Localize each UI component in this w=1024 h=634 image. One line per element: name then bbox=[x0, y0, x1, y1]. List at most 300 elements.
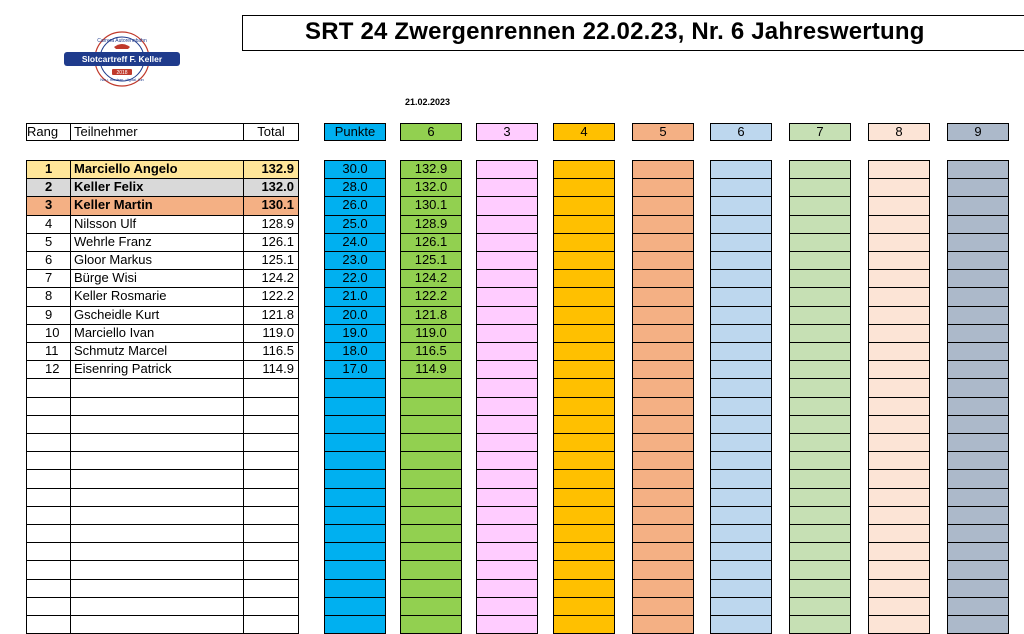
punkte-cell: 20.0 bbox=[324, 306, 386, 325]
race-1-cell bbox=[400, 597, 462, 616]
club-logo bbox=[62, 30, 182, 88]
total-cell: 132.0 bbox=[243, 178, 299, 197]
race-7-cell bbox=[868, 360, 930, 379]
race-1-cell bbox=[400, 615, 462, 634]
rang-cell: 9 bbox=[26, 306, 71, 325]
rang-cell: 12 bbox=[26, 360, 71, 379]
total-cell bbox=[243, 488, 299, 507]
race-3-cell bbox=[553, 342, 615, 361]
race-4-cell bbox=[632, 360, 694, 379]
race-3-cell bbox=[553, 269, 615, 288]
race-4-cell bbox=[632, 342, 694, 361]
rang-cell bbox=[26, 415, 71, 434]
race-4-cell bbox=[632, 215, 694, 234]
rang-cell bbox=[26, 397, 71, 416]
name-cell bbox=[70, 560, 244, 580]
race-5-cell bbox=[710, 178, 772, 197]
header-total: Total bbox=[243, 123, 299, 141]
race-6-cell bbox=[789, 287, 851, 307]
header-race-5: 6 bbox=[710, 123, 772, 141]
race-8-cell bbox=[947, 360, 1009, 379]
race-7-cell bbox=[868, 469, 930, 489]
race-4-cell bbox=[632, 269, 694, 288]
name-cell bbox=[70, 488, 244, 507]
race-7-cell bbox=[868, 196, 930, 216]
race-5-cell bbox=[710, 542, 772, 561]
race-4-cell bbox=[632, 397, 694, 416]
race-7-cell bbox=[868, 251, 930, 270]
punkte-cell: 21.0 bbox=[324, 287, 386, 307]
race-2-cell bbox=[476, 506, 538, 525]
race-5-cell bbox=[710, 615, 772, 634]
name-cell: Nilsson Ulf bbox=[70, 215, 244, 234]
total-cell: 130.1 bbox=[243, 196, 299, 216]
punkte-cell bbox=[324, 615, 386, 634]
race-8-cell bbox=[947, 342, 1009, 361]
race-1-cell: 126.1 bbox=[400, 233, 462, 252]
race-2-cell bbox=[476, 542, 538, 561]
race-4-cell bbox=[632, 178, 694, 197]
race-3-cell bbox=[553, 378, 615, 398]
race-4-cell bbox=[632, 233, 694, 252]
race-2-cell bbox=[476, 324, 538, 343]
race-3-cell bbox=[553, 397, 615, 416]
name-cell: Wehrle Franz bbox=[70, 233, 244, 252]
total-cell: 125.1 bbox=[243, 251, 299, 270]
race-7-cell bbox=[868, 378, 930, 398]
rang-cell: 8 bbox=[26, 287, 71, 307]
race-8-cell bbox=[947, 542, 1009, 561]
name-cell bbox=[70, 542, 244, 561]
race-2-cell bbox=[476, 397, 538, 416]
page-title: SRT 24 Zwergenrennen 22.02.23, Nr. 6 Jahreswertung bbox=[305, 18, 925, 45]
rang-cell bbox=[26, 615, 71, 634]
race-2-cell bbox=[476, 524, 538, 543]
total-cell bbox=[243, 524, 299, 543]
total-cell bbox=[243, 542, 299, 561]
rang-cell bbox=[26, 378, 71, 398]
race-5-cell bbox=[710, 233, 772, 252]
race-7-cell bbox=[868, 451, 930, 470]
race-7-cell bbox=[868, 560, 930, 580]
header-race-6: 7 bbox=[789, 123, 851, 141]
race-5-cell bbox=[710, 488, 772, 507]
race-3-cell bbox=[553, 488, 615, 507]
race-5-cell bbox=[710, 560, 772, 580]
race-3-cell bbox=[553, 560, 615, 580]
race-1-cell bbox=[400, 415, 462, 434]
name-cell bbox=[70, 615, 244, 634]
race-2-cell bbox=[476, 251, 538, 270]
race-6-cell bbox=[789, 360, 851, 379]
race-6-cell bbox=[789, 433, 851, 452]
header-race-1: 6 bbox=[400, 123, 462, 141]
name-cell bbox=[70, 524, 244, 543]
race-6-cell bbox=[789, 469, 851, 489]
race-2-cell bbox=[476, 469, 538, 489]
race-1-cell: 124.2 bbox=[400, 269, 462, 288]
race-4-cell bbox=[632, 287, 694, 307]
race-5-cell bbox=[710, 287, 772, 307]
name-cell: Eisenring Patrick bbox=[70, 360, 244, 379]
logo-bottom-text: Neu, modern, digital, fun bbox=[100, 77, 144, 82]
race-5-cell bbox=[710, 433, 772, 452]
rang-cell: 5 bbox=[26, 233, 71, 252]
total-cell: 126.1 bbox=[243, 233, 299, 252]
race-4-cell bbox=[632, 433, 694, 452]
punkte-cell: 23.0 bbox=[324, 251, 386, 270]
race-5-cell bbox=[710, 360, 772, 379]
rang-cell bbox=[26, 451, 71, 470]
race-2-cell bbox=[476, 433, 538, 452]
race-1-cell: 119.0 bbox=[400, 324, 462, 343]
race-8-cell bbox=[947, 560, 1009, 580]
race-6-cell bbox=[789, 251, 851, 270]
race-8-cell bbox=[947, 469, 1009, 489]
total-cell: 132.9 bbox=[243, 160, 299, 179]
race-5-cell bbox=[710, 597, 772, 616]
total-cell: 116.5 bbox=[243, 342, 299, 361]
race-3-cell bbox=[553, 579, 615, 598]
race-2-cell bbox=[476, 615, 538, 634]
logo-main-text: Slotcartreff F. Keller bbox=[81, 54, 163, 64]
race-6-cell bbox=[789, 506, 851, 525]
rang-cell bbox=[26, 469, 71, 489]
punkte-cell bbox=[324, 469, 386, 489]
race-8-cell bbox=[947, 215, 1009, 234]
race-5-cell bbox=[710, 306, 772, 325]
rang-cell bbox=[26, 597, 71, 616]
race-1-cell: 121.8 bbox=[400, 306, 462, 325]
total-cell: 119.0 bbox=[243, 324, 299, 343]
name-cell bbox=[70, 397, 244, 416]
race-3-cell bbox=[553, 469, 615, 489]
race-7-cell bbox=[868, 524, 930, 543]
punkte-cell bbox=[324, 597, 386, 616]
race-8-cell bbox=[947, 287, 1009, 307]
rang-cell bbox=[26, 506, 71, 525]
race-6-cell bbox=[789, 196, 851, 216]
race-8-cell bbox=[947, 378, 1009, 398]
race-3-cell bbox=[553, 524, 615, 543]
race-1-cell: 125.1 bbox=[400, 251, 462, 270]
race-7-cell bbox=[868, 397, 930, 416]
race-1-cell bbox=[400, 579, 462, 598]
punkte-cell bbox=[324, 579, 386, 598]
race-1-cell: 128.9 bbox=[400, 215, 462, 234]
total-cell: 121.8 bbox=[243, 306, 299, 325]
punkte-cell: 19.0 bbox=[324, 324, 386, 343]
race-8-cell bbox=[947, 269, 1009, 288]
race-4-cell bbox=[632, 160, 694, 179]
race-5-cell bbox=[710, 506, 772, 525]
total-cell bbox=[243, 560, 299, 580]
race-2-cell bbox=[476, 306, 538, 325]
race-3-cell bbox=[553, 160, 615, 179]
race-7-cell bbox=[868, 306, 930, 325]
rang-cell bbox=[26, 488, 71, 507]
name-cell bbox=[70, 433, 244, 452]
race-5-cell bbox=[710, 397, 772, 416]
name-cell: Keller Rosmarie bbox=[70, 287, 244, 307]
race-4-cell bbox=[632, 560, 694, 580]
name-cell: Marciello Angelo bbox=[70, 160, 244, 179]
total-cell bbox=[243, 506, 299, 525]
race-7-cell bbox=[868, 269, 930, 288]
race-3-cell bbox=[553, 415, 615, 434]
race-8-cell bbox=[947, 506, 1009, 525]
name-cell bbox=[70, 597, 244, 616]
header-race-8: 9 bbox=[947, 123, 1009, 141]
header-race-2: 3 bbox=[476, 123, 538, 141]
punkte-cell bbox=[324, 397, 386, 416]
race-7-cell bbox=[868, 579, 930, 598]
race-6-cell bbox=[789, 415, 851, 434]
race-7-cell bbox=[868, 178, 930, 197]
race-8-cell bbox=[947, 433, 1009, 452]
race-8-cell bbox=[947, 196, 1009, 216]
punkte-cell: 25.0 bbox=[324, 215, 386, 234]
race-5-cell bbox=[710, 324, 772, 343]
race-6-cell bbox=[789, 324, 851, 343]
name-cell: Schmutz Marcel bbox=[70, 342, 244, 361]
race-6-cell bbox=[789, 542, 851, 561]
race-3-cell bbox=[553, 360, 615, 379]
punkte-cell bbox=[324, 542, 386, 561]
name-cell bbox=[70, 506, 244, 525]
race-6-cell bbox=[789, 579, 851, 598]
race-3-cell bbox=[553, 433, 615, 452]
punkte-cell: 18.0 bbox=[324, 342, 386, 361]
race-3-cell bbox=[553, 178, 615, 197]
race-6-cell bbox=[789, 306, 851, 325]
name-cell bbox=[70, 469, 244, 489]
race-2-cell bbox=[476, 215, 538, 234]
punkte-cell: 24.0 bbox=[324, 233, 386, 252]
race-6-cell bbox=[789, 215, 851, 234]
rang-cell bbox=[26, 579, 71, 598]
race-6-cell bbox=[789, 597, 851, 616]
race-1-cell: 122.2 bbox=[400, 287, 462, 307]
race-6-cell bbox=[789, 615, 851, 634]
total-cell: 128.9 bbox=[243, 215, 299, 234]
punkte-cell bbox=[324, 415, 386, 434]
race-5-cell bbox=[710, 342, 772, 361]
race-2-cell bbox=[476, 560, 538, 580]
name-cell: Gloor Markus bbox=[70, 251, 244, 270]
race-5-cell bbox=[710, 378, 772, 398]
race-7-cell bbox=[868, 233, 930, 252]
race-4-cell bbox=[632, 579, 694, 598]
race-2-cell bbox=[476, 597, 538, 616]
total-cell bbox=[243, 433, 299, 452]
race-6-cell bbox=[789, 269, 851, 288]
race-5-cell bbox=[710, 579, 772, 598]
race-3-cell bbox=[553, 287, 615, 307]
race-8-cell bbox=[947, 178, 1009, 197]
logo-year: 2018 bbox=[116, 70, 128, 76]
race-2-cell bbox=[476, 178, 538, 197]
race-2-cell bbox=[476, 415, 538, 434]
race-1-cell bbox=[400, 488, 462, 507]
total-cell bbox=[243, 378, 299, 398]
race-4-cell bbox=[632, 378, 694, 398]
race-7-cell bbox=[868, 433, 930, 452]
race-7-cell bbox=[868, 160, 930, 179]
race-5-cell bbox=[710, 160, 772, 179]
race-3-cell bbox=[553, 615, 615, 634]
race-5-cell bbox=[710, 215, 772, 234]
punkte-cell bbox=[324, 524, 386, 543]
race-7-cell bbox=[868, 597, 930, 616]
race-8-cell bbox=[947, 233, 1009, 252]
race-4-cell bbox=[632, 451, 694, 470]
race-7-cell bbox=[868, 215, 930, 234]
name-cell bbox=[70, 415, 244, 434]
rang-cell: 3 bbox=[26, 196, 71, 216]
race-6-cell bbox=[789, 342, 851, 361]
race-4-cell bbox=[632, 415, 694, 434]
race-5-cell bbox=[710, 524, 772, 543]
header-race-4: 5 bbox=[632, 123, 694, 141]
punkte-cell bbox=[324, 488, 386, 507]
header-teilnehmer: Teilnehmer bbox=[70, 123, 244, 141]
race-3-cell bbox=[553, 451, 615, 470]
race-8-cell bbox=[947, 160, 1009, 179]
race-4-cell bbox=[632, 615, 694, 634]
rang-cell: 7 bbox=[26, 269, 71, 288]
race-8-cell bbox=[947, 306, 1009, 325]
race-6-cell bbox=[789, 560, 851, 580]
punkte-cell bbox=[324, 433, 386, 452]
race-1-cell bbox=[400, 469, 462, 489]
race-8-cell bbox=[947, 524, 1009, 543]
race-3-cell bbox=[553, 324, 615, 343]
total-cell: 114.9 bbox=[243, 360, 299, 379]
header-race-3: 4 bbox=[553, 123, 615, 141]
rang-cell bbox=[26, 433, 71, 452]
race-6-cell bbox=[789, 451, 851, 470]
race-4-cell bbox=[632, 196, 694, 216]
total-cell bbox=[243, 579, 299, 598]
race-2-cell bbox=[476, 451, 538, 470]
race-4-cell bbox=[632, 597, 694, 616]
race-2-cell bbox=[476, 233, 538, 252]
race-4-cell bbox=[632, 469, 694, 489]
rang-cell bbox=[26, 542, 71, 561]
name-cell: Marciello Ivan bbox=[70, 324, 244, 343]
race-8-cell bbox=[947, 397, 1009, 416]
name-cell bbox=[70, 378, 244, 398]
race-2-cell bbox=[476, 579, 538, 598]
race-8-cell bbox=[947, 451, 1009, 470]
race-6-cell bbox=[789, 397, 851, 416]
race-4-cell bbox=[632, 251, 694, 270]
race-6-cell bbox=[789, 160, 851, 179]
race-2-cell bbox=[476, 360, 538, 379]
race-2-cell bbox=[476, 269, 538, 288]
race-3-cell bbox=[553, 506, 615, 525]
race-7-cell bbox=[868, 415, 930, 434]
race-1-cell bbox=[400, 542, 462, 561]
name-cell: Gscheidle Kurt bbox=[70, 306, 244, 325]
name-cell: Bürge Wisi bbox=[70, 269, 244, 288]
race-3-cell bbox=[553, 251, 615, 270]
race-8-cell bbox=[947, 615, 1009, 634]
race-7-cell bbox=[868, 324, 930, 343]
race-5-cell bbox=[710, 269, 772, 288]
race-6-cell bbox=[789, 524, 851, 543]
race-1-cell bbox=[400, 433, 462, 452]
race-4-cell bbox=[632, 488, 694, 507]
rang-cell bbox=[26, 524, 71, 543]
race-2-cell bbox=[476, 160, 538, 179]
race-1-cell: 114.9 bbox=[400, 360, 462, 379]
race-1-cell bbox=[400, 524, 462, 543]
race-8-cell bbox=[947, 488, 1009, 507]
race-2-cell bbox=[476, 378, 538, 398]
rang-cell: 2 bbox=[26, 178, 71, 197]
race-7-cell bbox=[868, 342, 930, 361]
punkte-cell: 22.0 bbox=[324, 269, 386, 288]
race-4-cell bbox=[632, 306, 694, 325]
race-8-cell bbox=[947, 324, 1009, 343]
race-5-cell bbox=[710, 451, 772, 470]
total-cell bbox=[243, 597, 299, 616]
race-1-cell: 116.5 bbox=[400, 342, 462, 361]
race-date: 21.02.2023 bbox=[405, 97, 451, 107]
name-cell bbox=[70, 451, 244, 470]
race-5-cell bbox=[710, 196, 772, 216]
race-6-cell bbox=[789, 233, 851, 252]
race-7-cell bbox=[868, 287, 930, 307]
race-1-cell bbox=[400, 378, 462, 398]
punkte-cell: 30.0 bbox=[324, 160, 386, 179]
race-1-cell: 132.0 bbox=[400, 178, 462, 197]
race-5-cell bbox=[710, 469, 772, 489]
rang-cell: 1 bbox=[26, 160, 71, 179]
header-race-7: 8 bbox=[868, 123, 930, 141]
race-7-cell bbox=[868, 488, 930, 507]
race-7-cell bbox=[868, 615, 930, 634]
race-3-cell bbox=[553, 597, 615, 616]
race-2-cell bbox=[476, 342, 538, 361]
logo-top-text: Carrera Autorennbahn bbox=[97, 38, 147, 44]
name-cell: Keller Felix bbox=[70, 178, 244, 197]
title-box bbox=[242, 15, 1024, 51]
race-3-cell bbox=[553, 542, 615, 561]
race-8-cell bbox=[947, 415, 1009, 434]
rang-cell: 11 bbox=[26, 342, 71, 361]
race-1-cell: 130.1 bbox=[400, 196, 462, 216]
punkte-cell bbox=[324, 560, 386, 580]
total-cell bbox=[243, 397, 299, 416]
total-cell bbox=[243, 415, 299, 434]
race-1-cell bbox=[400, 560, 462, 580]
race-4-cell bbox=[632, 506, 694, 525]
race-4-cell bbox=[632, 324, 694, 343]
name-cell: Keller Martin bbox=[70, 196, 244, 216]
total-cell bbox=[243, 469, 299, 489]
header-rang: Rang bbox=[26, 123, 71, 141]
race-3-cell bbox=[553, 196, 615, 216]
race-2-cell bbox=[476, 287, 538, 307]
race-6-cell bbox=[789, 488, 851, 507]
rang-cell bbox=[26, 560, 71, 580]
punkte-cell bbox=[324, 451, 386, 470]
name-cell bbox=[70, 579, 244, 598]
rang-cell: 10 bbox=[26, 324, 71, 343]
